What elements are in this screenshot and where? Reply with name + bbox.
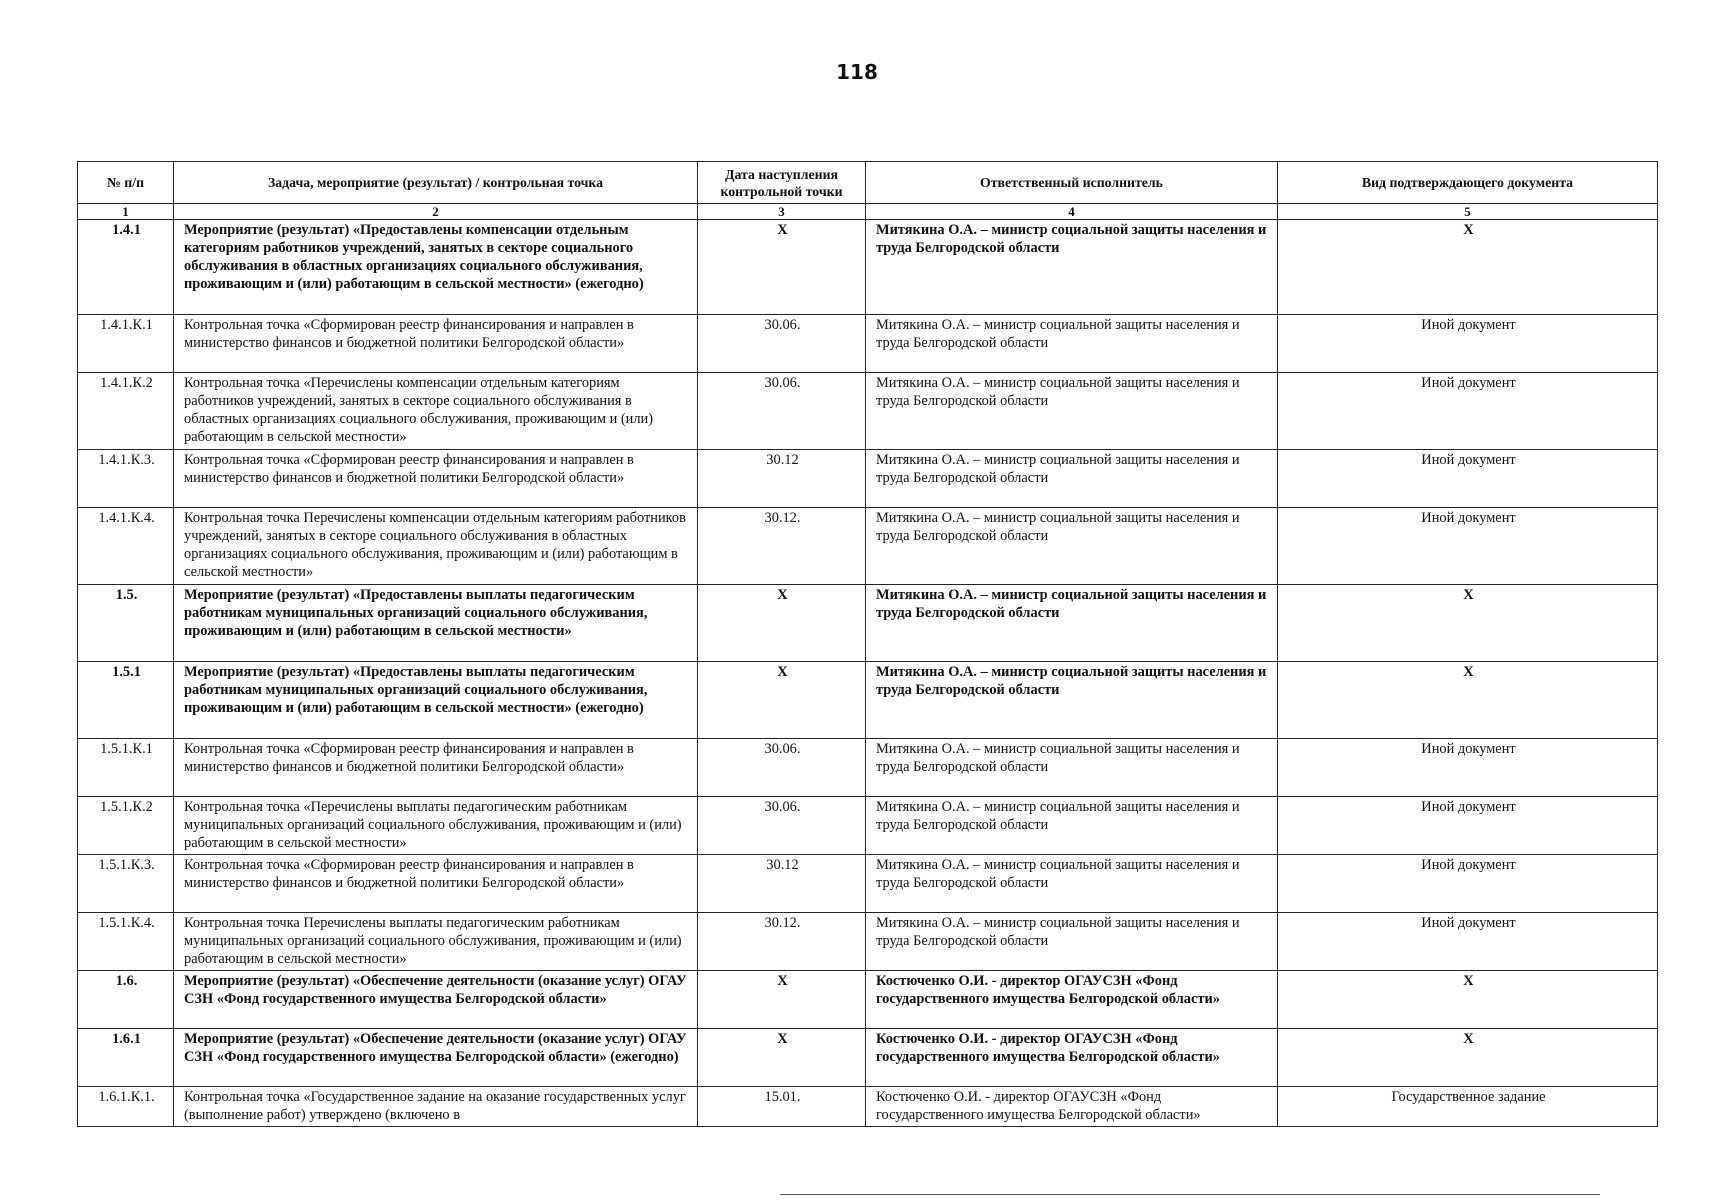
row-date: X <box>698 662 866 739</box>
row-number: 1.4.1.К.4. <box>78 508 174 585</box>
row-task: Мероприятие (результат) «Предоставлены выплаты педагогическим работникам муниципальных организаций социального обслуживания, проживающим и (или) работающим в сельской местности» <box>174 585 698 662</box>
row-executor: Митякина О.А. – министр социальной защиты населения и труда Белгородской области <box>866 508 1278 585</box>
table-row <box>78 797 1658 855</box>
control-points-table <box>77 161 1658 1127</box>
row-task: Мероприятие (результат) «Предоставлены выплаты педагогическим работникам муниципальных организаций социального обслуживания, проживающим и (или) работающим в сельской местности» (ежегодно) <box>174 662 698 739</box>
row-date: 30.12. <box>698 508 866 585</box>
row-executor: Митякина О.А. – министр социальной защиты населения и труда Белгородской области <box>866 797 1278 855</box>
row-document: X <box>1278 1029 1658 1087</box>
row-number: 1.5.1.К.4. <box>78 913 174 971</box>
row-task: Контрольная точка «Сформирован реестр финансирования и направлен в министерство финансов и бюджетной политики Белгородской области» <box>174 450 698 508</box>
row-number: 1.5. <box>78 585 174 662</box>
table-row <box>78 855 1658 913</box>
row-executor: Костюченко О.И. - директор ОГАУСЗН «Фонд государственного имущества Белгородской области» <box>866 1029 1278 1087</box>
row-executor: Митякина О.А. – министр социальной защиты населения и труда Белгородской области <box>866 585 1278 662</box>
row-executor: Митякина О.А. – министр социальной защиты населения и труда Белгородской области <box>866 450 1278 508</box>
row-number: 1.6.1.К.1. <box>78 1087 174 1127</box>
row-number: 1.6. <box>78 971 174 1029</box>
header-document: Вид подтверждающего документа <box>1278 162 1658 204</box>
row-task: Контрольная точка «Перечислены компенсации отдельным категориям работников учреждений, занятых в секторе социального обслуживания в областных организациях социального обслуживания, проживающим и (или) работающим в сельской местности» <box>174 373 698 450</box>
row-date: 30.06. <box>698 739 866 797</box>
table-row <box>78 373 1658 450</box>
row-executor: Костюченко О.И. - директор ОГАУСЗН «Фонд государственного имущества Белгородской области» <box>866 1087 1278 1127</box>
row-date: X <box>698 220 866 315</box>
row-document: Иной документ <box>1278 508 1658 585</box>
row-number: 1.4.1.К.1 <box>78 315 174 373</box>
page-number: 118 <box>836 60 878 84</box>
table-row <box>78 1087 1658 1127</box>
table-row <box>78 739 1658 797</box>
row-date: 30.12. <box>698 913 866 971</box>
table-row <box>78 971 1658 1029</box>
row-document: Иной документ <box>1278 855 1658 913</box>
row-date: 15.01. <box>698 1087 866 1127</box>
row-number: 1.5.1.К.1 <box>78 739 174 797</box>
column-number: 1 <box>78 204 174 220</box>
table-row <box>78 315 1658 373</box>
header-task: Задача, мероприятие (результат) / контрольная точка <box>174 162 698 204</box>
row-number: 1.5.1.К.3. <box>78 855 174 913</box>
row-document: Иной документ <box>1278 315 1658 373</box>
row-document: Иной документ <box>1278 913 1658 971</box>
row-task: Мероприятие (результат) «Предоставлены компенсации отдельным категориям работников учреждений, занятых в секторе социального обслуживания в областных организациях социального обслуживания, проживающим и (или) работающим в сельской местности» (ежегодно) <box>174 220 698 315</box>
table-row <box>78 220 1658 315</box>
row-date: 30.06. <box>698 797 866 855</box>
row-task: Контрольная точка «Сформирован реестр финансирования и направлен в министерство финансов и бюджетной политики Белгородской области» <box>174 739 698 797</box>
row-task: Контрольная точка «Перечислены выплаты педагогическим работникам муниципальных организаций социального обслуживания, проживающим и (или) работающим в сельской местности» <box>174 797 698 855</box>
row-number: 1.4.1 <box>78 220 174 315</box>
row-date: 30.12 <box>698 450 866 508</box>
header-row <box>78 162 1658 204</box>
row-task: Контрольная точка «Государственное задание на оказание государственных услуг (выполнение работ) утверждено (включено в <box>174 1087 698 1127</box>
row-task: Контрольная точка Перечислены компенсации отдельным категориям работников учреждений, занятых в секторе социального обслуживания в областных организациях социального обслуживания, проживающим и (или) работающим в сельской местности» <box>174 508 698 585</box>
row-date: 30.12 <box>698 855 866 913</box>
row-document: X <box>1278 971 1658 1029</box>
row-document: Государственное задание <box>1278 1087 1658 1127</box>
footer-rule <box>780 1194 1600 1195</box>
header-executor: Ответственный исполнитель <box>866 162 1278 204</box>
header-date: Дата наступления контрольной точки <box>698 162 866 204</box>
row-document: X <box>1278 585 1658 662</box>
column-number: 3 <box>698 204 866 220</box>
column-number: 2 <box>174 204 698 220</box>
row-executor: Митякина О.А. – министр социальной защиты населения и труда Белгородской области <box>866 315 1278 373</box>
row-number: 1.6.1 <box>78 1029 174 1087</box>
column-number: 4 <box>866 204 1278 220</box>
row-document: Иной документ <box>1278 373 1658 450</box>
table-row <box>78 585 1658 662</box>
row-executor: Митякина О.А. – министр социальной защиты населения и труда Белгородской области <box>866 739 1278 797</box>
column-number-row <box>78 204 1658 220</box>
row-executor: Митякина О.А. – министр социальной защиты населения и труда Белгородской области <box>866 373 1278 450</box>
table-row <box>78 662 1658 739</box>
row-document: Иной документ <box>1278 450 1658 508</box>
row-executor: Митякина О.А. – министр социальной защиты населения и труда Белгородской области <box>866 855 1278 913</box>
table-row <box>78 913 1658 971</box>
row-document: X <box>1278 220 1658 315</box>
row-task: Контрольная точка Перечислены выплаты педагогическим работникам муниципальных организаций социального обслуживания, проживающим и (или) работающим в сельской местности» <box>174 913 698 971</box>
row-task: Контрольная точка «Сформирован реестр финансирования и направлен в министерство финансов и бюджетной политики Белгородской области» <box>174 855 698 913</box>
row-document: Иной документ <box>1278 739 1658 797</box>
row-task: Контрольная точка «Сформирован реестр финансирования и направлен в министерство финансов и бюджетной политики Белгородской области» <box>174 315 698 373</box>
row-date: X <box>698 971 866 1029</box>
column-number: 5 <box>1278 204 1658 220</box>
table-row <box>78 1029 1658 1087</box>
row-document: X <box>1278 662 1658 739</box>
row-date: 30.06. <box>698 373 866 450</box>
row-number: 1.4.1.К.2 <box>78 373 174 450</box>
table-row <box>78 508 1658 585</box>
row-executor: Митякина О.А. – министр социальной защиты населения и труда Белгородской области <box>866 913 1278 971</box>
row-executor: Митякина О.А. – министр социальной защиты населения и труда Белгородской области <box>866 662 1278 739</box>
row-executor: Костюченко О.И. - директор ОГАУСЗН «Фонд государственного имущества Белгородской области» <box>866 971 1278 1029</box>
row-number: 1.5.1.К.2 <box>78 797 174 855</box>
row-date: 30.06. <box>698 315 866 373</box>
row-date: X <box>698 585 866 662</box>
row-task: Мероприятие (результат) «Обеспечение деятельности (оказание услуг) ОГАУ СЗН «Фонд государственного имущества Белгородской области» (ежегодно) <box>174 1029 698 1087</box>
row-number: 1.4.1.К.3. <box>78 450 174 508</box>
row-task: Мероприятие (результат) «Обеспечение деятельности (оказание услуг) ОГАУ СЗН «Фонд государственного имущества Белгородской области» <box>174 971 698 1029</box>
row-number: 1.5.1 <box>78 662 174 739</box>
header-number: № п/п <box>78 162 174 204</box>
table-row <box>78 450 1658 508</box>
row-executor: Митякина О.А. – министр социальной защиты населения и труда Белгородской области <box>866 220 1278 315</box>
row-date: X <box>698 1029 866 1087</box>
row-document: Иной документ <box>1278 797 1658 855</box>
